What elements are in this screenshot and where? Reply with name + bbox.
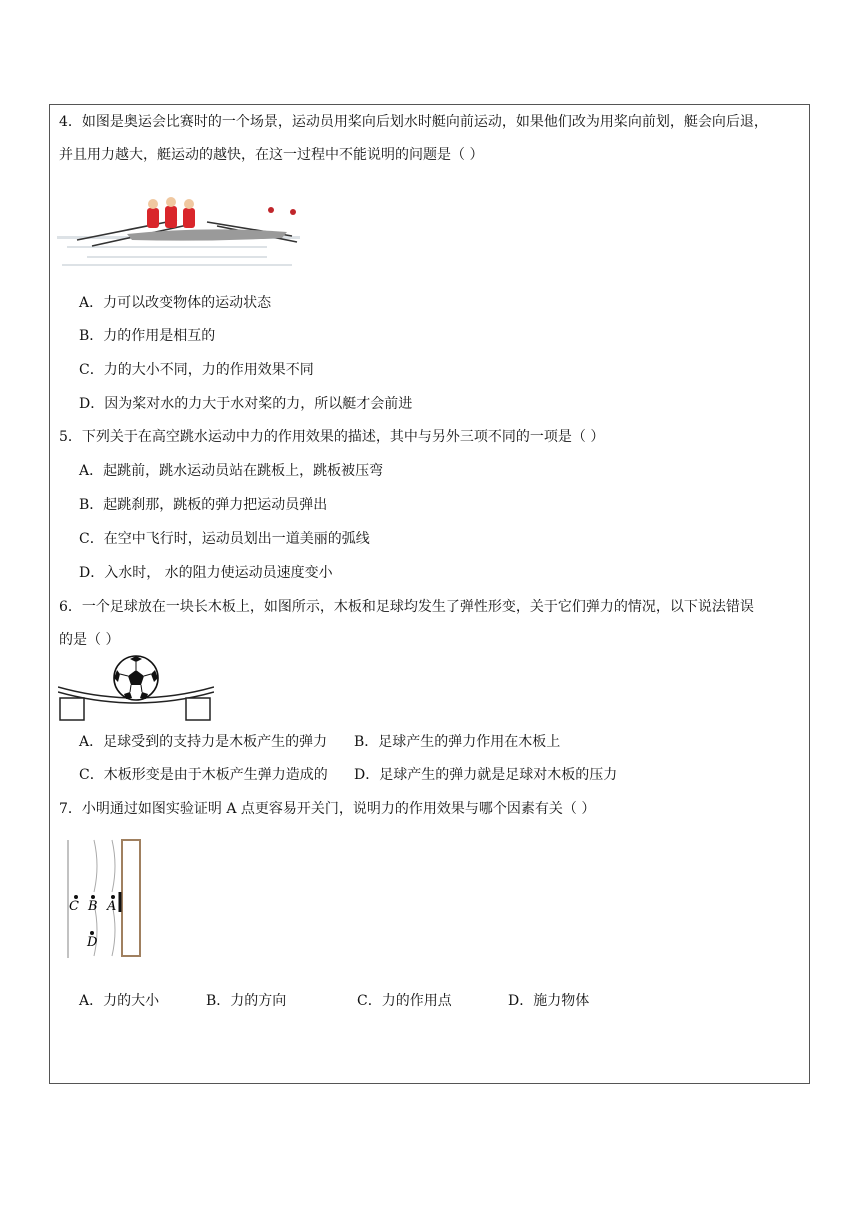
q6-option-d[interactable]: D．足球产生的弹力就是足球对木板的压力: [354, 767, 618, 783]
point-a-label: A: [107, 899, 117, 914]
point-c-label: C: [69, 899, 79, 914]
q5-option-a[interactable]: A．起跳前，跳水运动员站在跳板上，跳板被压弯: [79, 463, 384, 479]
soccer-ball-on-plank-figure: [58, 654, 214, 722]
q7-option-c[interactable]: C．力的作用点: [357, 993, 452, 1009]
q4-option-d[interactable]: D．因为桨对水的力大于水对桨的力，所以艇才会前进: [79, 396, 413, 412]
q4-option-b[interactable]: B．力的作用是相互的: [79, 328, 216, 344]
q7-option-d[interactable]: D．施力物体: [508, 993, 590, 1009]
point-d-label: D: [87, 935, 98, 950]
q7-option-a[interactable]: A．力的大小: [79, 993, 160, 1009]
door-hinge-figure: [64, 836, 144, 960]
q6-option-a[interactable]: A．足球受到的支持力是木板产生的弹力: [79, 734, 328, 750]
q6-stem-line1: 6．一个足球放在一块长木板上，如图所示，木板和足球均发生了弹性形变，关于它们弹力的情况，以下说法错误: [59, 599, 754, 615]
q6-option-c[interactable]: C．木板形变是由于木板产生弹力造成的: [79, 767, 328, 783]
q5-option-c[interactable]: C．在空中飞行时，运动员划出一道美丽的弧线: [79, 531, 370, 547]
q4-stem-line2: 并且用力越大，艇运动的越快，在这一过程中不能说明的问题是（ ）: [59, 147, 484, 163]
q6-stem-line2: 的是（ ）: [59, 632, 120, 648]
q5-stem: 5．下列关于在高空跳水运动中力的作用效果的描述，其中与另外三项不同的一项是（ ）: [59, 429, 605, 445]
q7-option-b[interactable]: B．力的方向: [206, 993, 287, 1009]
q4-option-c[interactable]: C．力的大小不同，力的作用效果不同: [79, 362, 314, 378]
q5-option-b[interactable]: B．起跳刹那，跳板的弹力把运动员弹出: [79, 497, 328, 513]
q4-stem-line1: 4．如图是奥运会比赛时的一个场景，运动员用桨向后划水时艇向前运动，如果他们改为用桨向前划，艇会向后退，: [59, 114, 768, 130]
q5-option-d[interactable]: D．入水时， 水的阻力使运动员速度变小: [79, 565, 333, 581]
point-b-label: B: [88, 899, 98, 914]
q6-option-b[interactable]: B．足球产生的弹力作用在木板上: [354, 734, 561, 750]
q7-stem: 7．小明通过如图实验证明 A 点更容易开关门，说明力的作用效果与哪个因素有关（ ）: [59, 801, 596, 817]
q4-option-a[interactable]: A．力可以改变物体的运动状态: [79, 295, 272, 311]
rowing-boat-photo: [57, 196, 300, 274]
soccer-ball-icon: [114, 656, 158, 700]
